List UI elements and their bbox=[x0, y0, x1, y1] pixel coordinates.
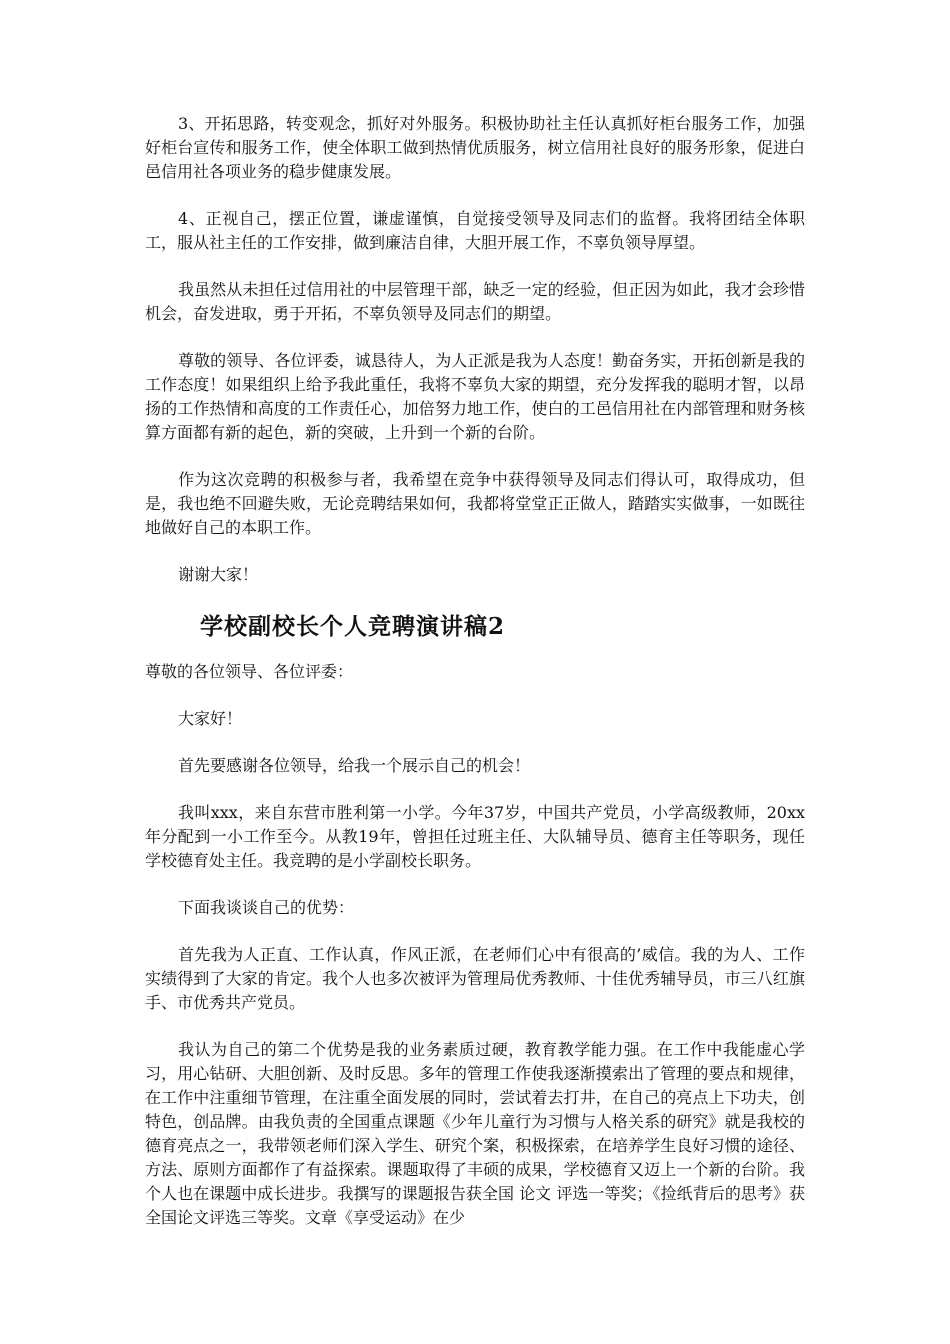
paragraph-first-advantage: 首先我为人正直、工作认真，作风正派，在老师们心中有很高的’威信。我的为人、工作实绩得到了大家的肯定。我个人也多次被评为管理局优秀教师、十佳优秀辅导员，市三八红旗手、市优秀共产党员。 bbox=[145, 945, 805, 1012]
document-body bbox=[145, 112, 805, 1253]
salutation: 尊敬的各位领导、各位评委： bbox=[145, 662, 354, 681]
paragraph-self-position: 4、正视自己，摆正位置，谦虚谨慎，自觉接受领导及同志们的监督。我将团结全体职工，服从社主任的工作安排，做到廉洁自律，大胆开展工作，不辜负领导厚望。 bbox=[145, 209, 805, 252]
paragraph-introduction: 我叫xxx，来自东营市胜利第一小学。今年37岁，中国共产党员，小学高级教师，20xx年分配到一小工作至今。从教19年，曾担任过班主任、大队辅导员、德育主任等职务，现任学校德育处主任。我竞聘的是小学副校长职务。 bbox=[145, 803, 805, 870]
paragraph-thanks: 谢谢大家！ bbox=[178, 565, 259, 584]
paragraph-service: 3、开拓思路，转变观念，抓好对外服务。积极协助社主任认真抓好柜台服务工作，加强好柜台宣传和服务工作，使全体职工做到热情优质服务，树立信用社良好的服务形象，促进白邑信用社各项业务的稳步健康发展。 bbox=[145, 114, 805, 181]
paragraph-greeting: 大家好！ bbox=[178, 709, 243, 728]
paragraph-experience: 我虽然从未担任过信用社的中层管理干部，缺乏一定的经验，但正因为如此，我才会珍惜机会，奋发进取，勇于开拓，不辜负领导及同志们的期望。 bbox=[145, 280, 805, 323]
section-title: 学校副校长个人竞聘演讲稿2 bbox=[200, 613, 506, 640]
paragraph-participant: 作为这次竞聘的积极参与者，我希望在竞争中获得领导及同志们得认可，取得成功，但是，我也绝不回避失败，无论竞聘结果如何，我都将堂堂正正做人，踏踏实实做事，一如既往地做好自己的本职工作。 bbox=[145, 470, 805, 537]
paragraph-gratitude: 首先要感谢各位领导，给我一个展示自己的机会！ bbox=[178, 756, 531, 775]
paragraph-attitude: 尊敬的领导、各位评委，诚恳待人，为人正派是我为人态度！勤奋务实，开拓创新是我的工作态度！如果组织上给予我此重任，我将不辜负大家的期望，充分发挥我的聪明才智，以昂扬的工作热情和高度的工作责任心，加倍努力地工作，使白的工邑信用社在内部管理和财务核算方面都有新的起色，新的突破，上升到一个新的台阶。 bbox=[145, 351, 805, 442]
paragraph-second-advantage: 我认为自己的第二个优势是我的业务素质过硬，教育教学能力强。在工作中我能虚心学习，用心钻研、大胆创新、及时反思。多年的管理工作使我逐渐摸索出了管理的要点和规律，在工作中注重细节管理，在注重全面发展的同时，尝试着去打井，在自己的亮点上下功夫，创特色，创品牌。由我负责的全国重点课题《少年儿童行为习惯与人格关系的研究》就是我校的德育亮点之一，我带领老师们深入学生、研究个案，积极探索，在培养学生良好习惯的途径、方法、原则方面都作了有益探索。课题取得了丰硕的成果，学校德育又迈上一个新的台阶。我个人也在课题中成长进步。我撰写的课题报告获全国 论文 评选一等奖；《捡纸背后的思考》获全国论文评选三等奖。文章《享受运动》在少 bbox=[145, 1040, 805, 1227]
paragraph-advantages-intro: 下面我谈谈自己的优势： bbox=[178, 898, 355, 917]
